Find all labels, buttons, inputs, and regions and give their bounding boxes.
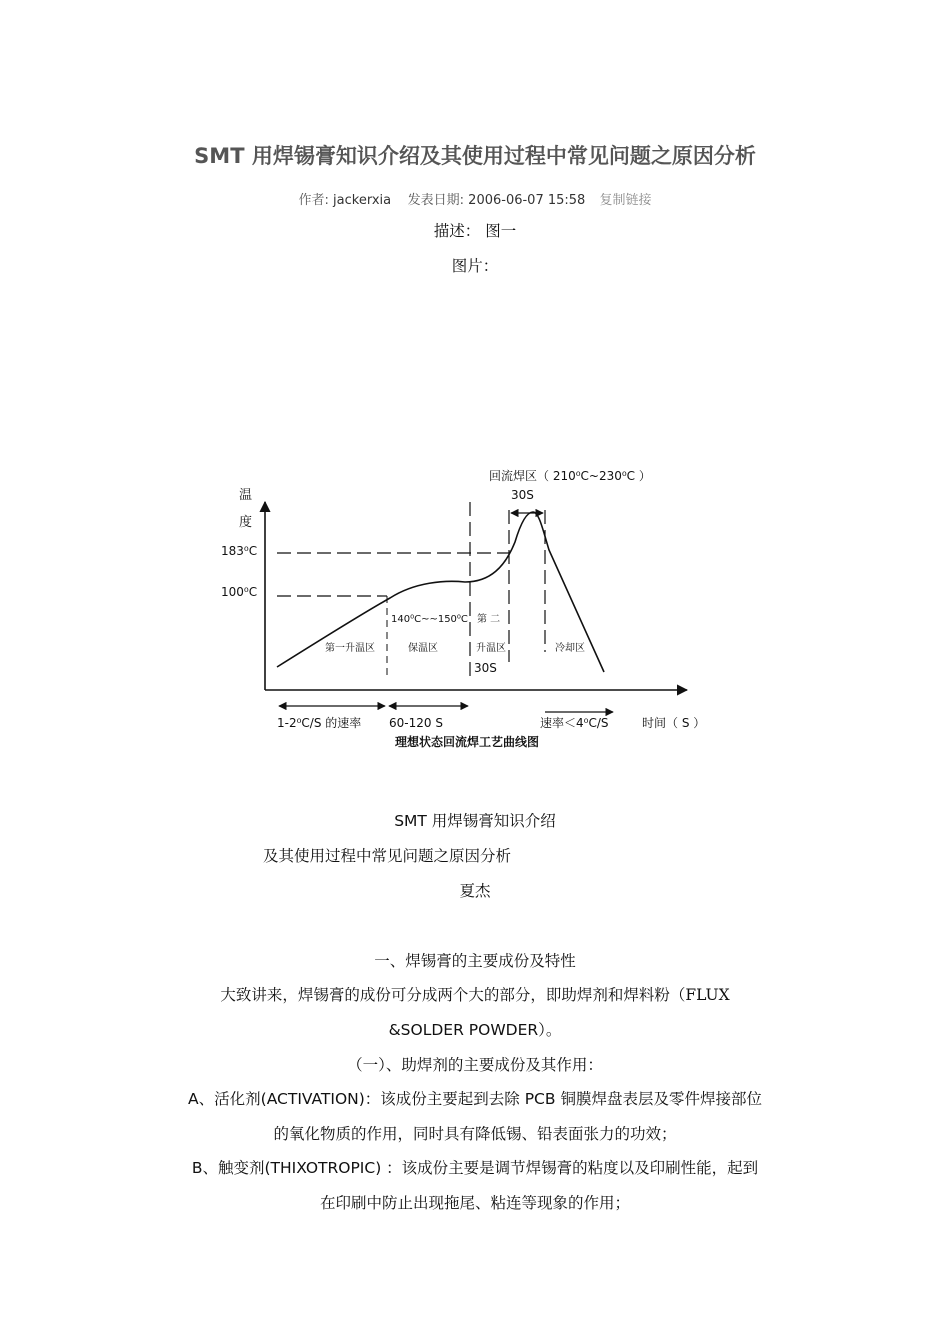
reflow-30s: 30S — [511, 488, 534, 502]
date-label: 发表日期: — [407, 193, 465, 208]
author-label: 作者: — [298, 193, 329, 208]
tick-183: 183⁰C — [221, 544, 258, 558]
soak-time-label: 60-120 S — [389, 716, 443, 730]
zone-second-label: 第 二 — [477, 614, 501, 625]
ramp2-30s: 30S — [474, 661, 497, 675]
item-b-line-1: B、触变剂(THIXOTROPIC) ：该成份主要是调节焊锡膏的粘度以及印刷性能，起到 — [191, 1159, 759, 1177]
author-name: jackerxia — [333, 193, 392, 208]
figure-caption: 理想状态回流焊工艺曲线图 — [395, 735, 540, 749]
item-b-line-2: 在印刷中防止出现拖尾、粘连等现象的作用； — [319, 1194, 630, 1212]
reflow-profile-diagram — [215, 462, 715, 754]
zone-ramp1-label: 第一升温区 — [325, 643, 375, 654]
reflow-zone-label: 回流焊区（ 210⁰C~230⁰C ） — [489, 469, 651, 483]
cool-rate-label: 速率＜4⁰C/S — [540, 716, 609, 730]
body-heading-1: SMT 用焊锡膏知识介绍 — [394, 812, 556, 830]
publish-date: 2006-06-07 15:58 — [468, 193, 586, 208]
page-title: SMT 用焊锡膏知识介绍及其使用过程中常见问题之原因分析 — [194, 144, 756, 168]
section-heading-1: 一、焊锡膏的主要成份及特性 — [374, 952, 576, 970]
article-meta — [0, 189, 950, 208]
picture-label: 图片： — [451, 257, 499, 275]
zone-soak-label: 保温区 — [408, 643, 438, 654]
copy-link[interactable]: 复制链接 — [599, 193, 652, 208]
y-label-2: 度 — [239, 515, 253, 530]
soak-temp-label: 140⁰C~~150⁰C — [391, 614, 468, 625]
item-a-line-2: 的氧化物质的作用，同时具有降低锡、铅表面张力的功效； — [273, 1125, 677, 1143]
tick-100: 100⁰C — [221, 585, 258, 599]
byline: 夏杰 — [459, 882, 491, 900]
rate-label: 1-2⁰C/S 的速率 — [277, 716, 362, 730]
y-label-1: 温 — [239, 488, 253, 503]
body-heading-2: 及其使用过程中常见问题之原因分析 — [263, 847, 512, 865]
item-a-line-1: A、活化剂(ACTIVATION)：该成份主要起到去除 PCB 铜膜焊盘表层及零件焊接部位 — [188, 1090, 762, 1108]
zone-cool-label: 冷却区 — [555, 643, 585, 654]
paragraph-1b: &SOLDER POWDER）。 — [388, 1021, 562, 1039]
paragraph-1a: 大致讲来，焊锡膏的成份可分成两个大的部分，即助焊剂和焊料粉（FLUX — [220, 986, 730, 1004]
subheading-1: （一）、助焊剂的主要成份及其作用： — [347, 1056, 603, 1074]
x-axis-label: 时间（ S ） — [642, 716, 706, 730]
zone-ramp2-label: 升温区 — [476, 643, 506, 654]
description-line: 描述： 图一 — [433, 222, 517, 240]
